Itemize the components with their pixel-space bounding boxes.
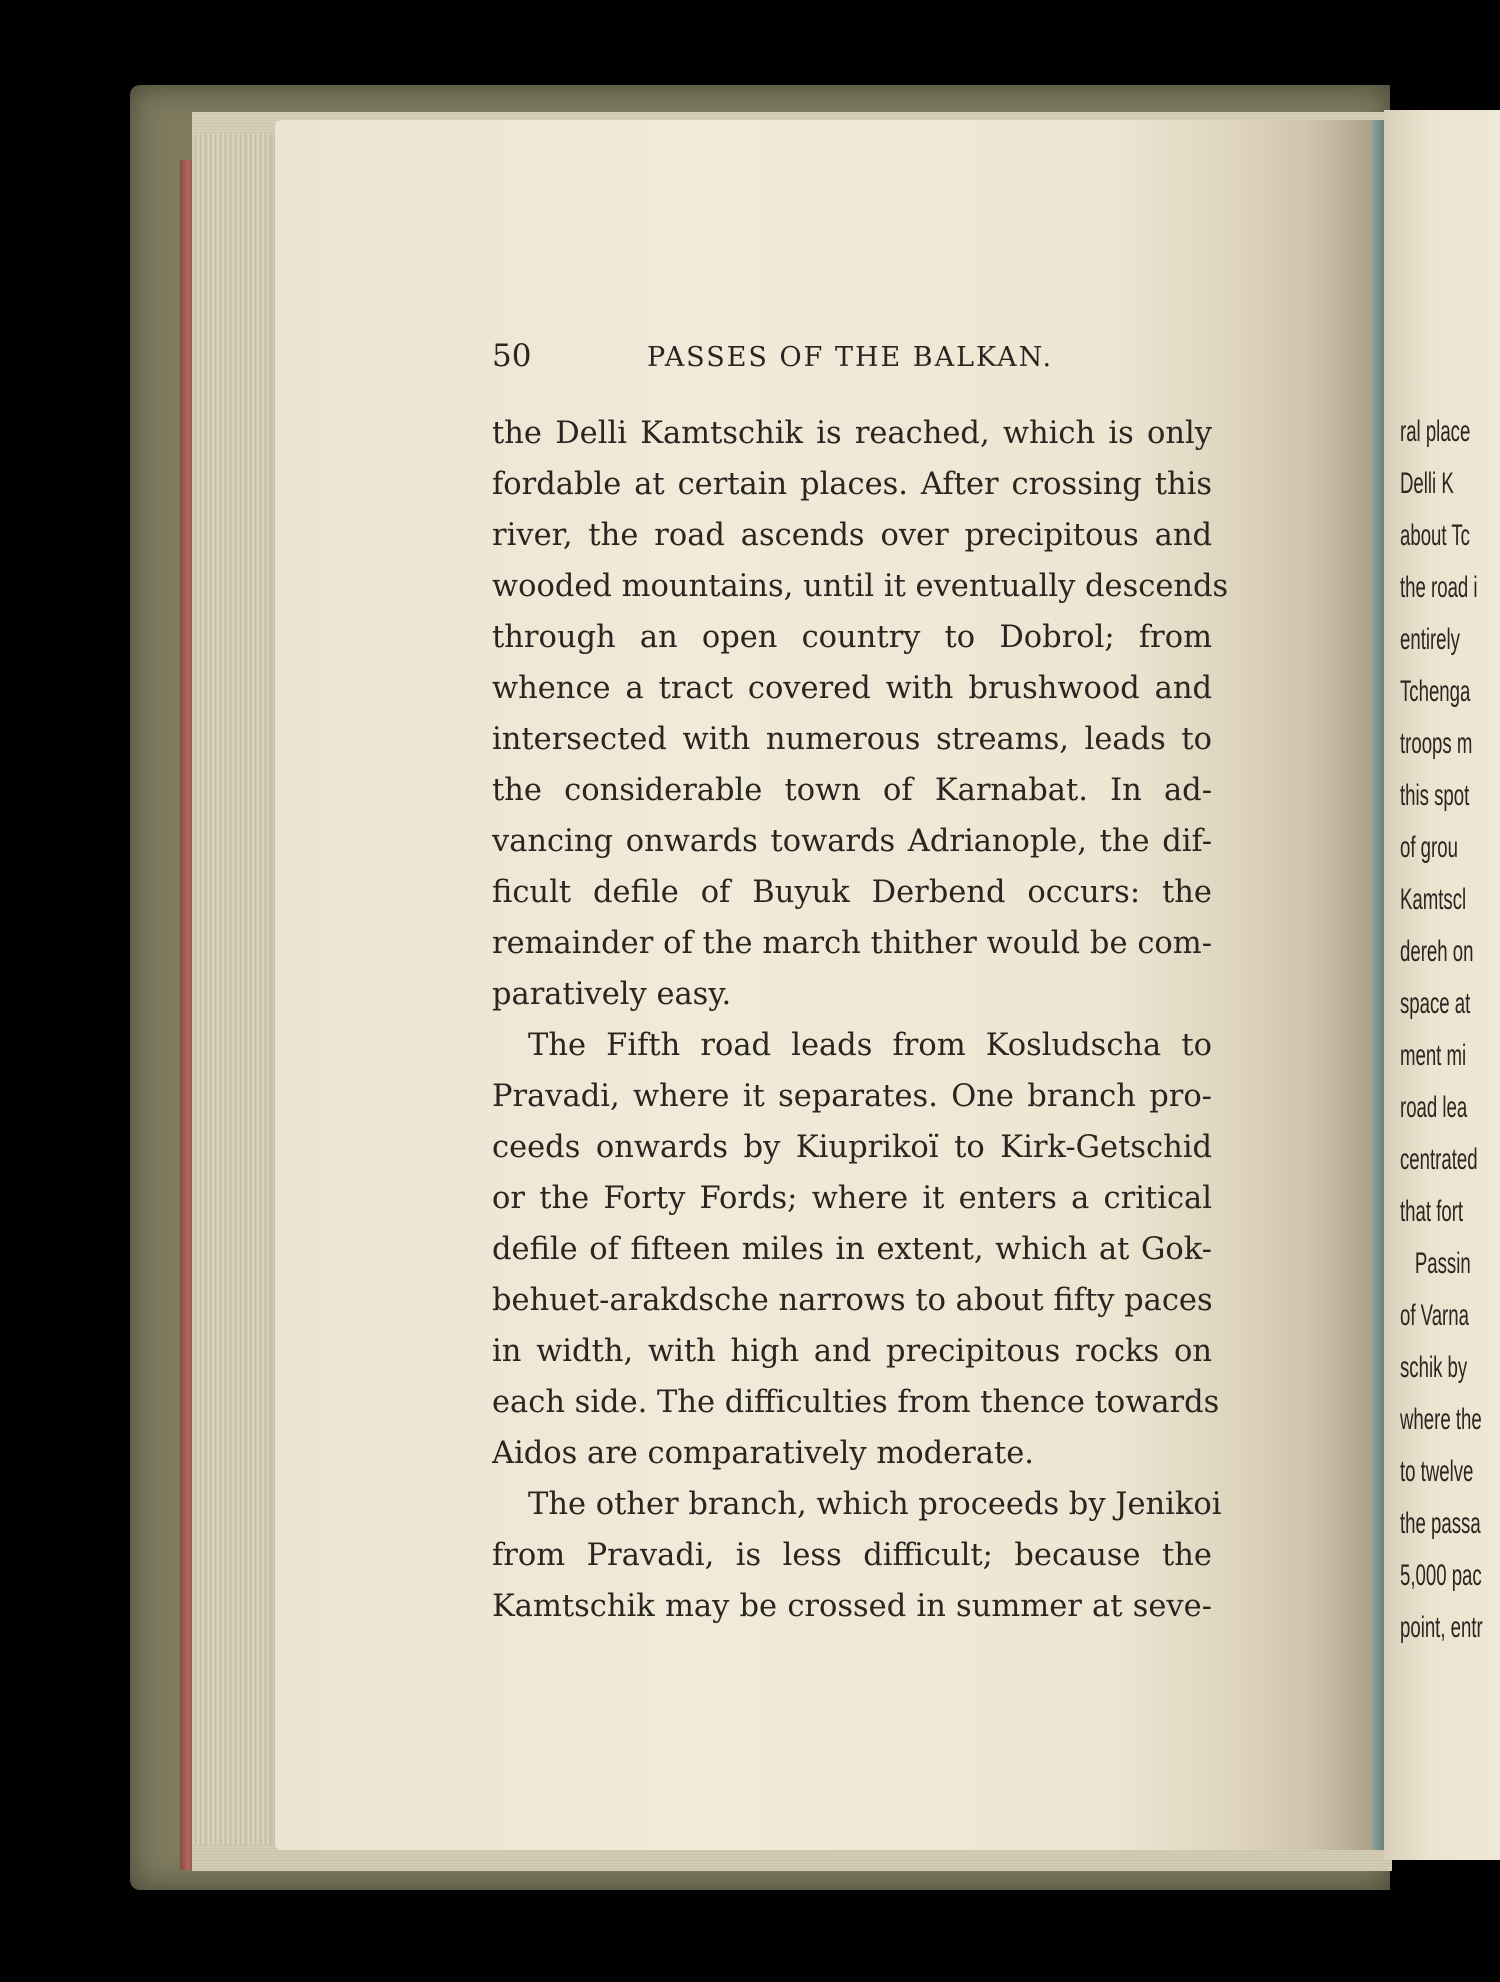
- text-line: of Varna: [1400, 1299, 1469, 1332]
- text-line: troops m: [1400, 727, 1473, 760]
- text-line: the Delli Kamtschik is reached, which is only: [492, 416, 1212, 451]
- running-head-title: PASSES OF THE BALKAN.: [647, 342, 1054, 373]
- text-line: ral place: [1400, 415, 1471, 448]
- text-line: each side. The difficulties from thence towards: [492, 1385, 1220, 1420]
- text-line: through an open country to Dobrol; from: [492, 620, 1212, 655]
- body-text: [492, 408, 1229, 1632]
- text-line: schik by: [1400, 1351, 1468, 1384]
- text-line: Pravadi, where it separates. One branch pro-: [492, 1079, 1212, 1114]
- page-edges-left: [192, 112, 282, 1870]
- text-line: fordable at certain places. After crossing this: [492, 467, 1212, 502]
- text-line: this spot: [1400, 779, 1470, 812]
- text-line: entirely: [1400, 623, 1460, 656]
- text-line: Delli K: [1400, 467, 1454, 500]
- spine-edge: [1372, 120, 1384, 1850]
- text-line: Passin: [1414, 1247, 1471, 1280]
- text-line: ment mi: [1400, 1039, 1467, 1072]
- text-line: remainder of the march thither would be com-: [492, 926, 1212, 961]
- text-line: where the: [1400, 1403, 1482, 1436]
- text-line: road lea: [1400, 1091, 1468, 1124]
- text-line: Kamtschik may be crossed in summer at seve-: [492, 1589, 1212, 1624]
- text-line: point, entr: [1400, 1611, 1483, 1644]
- text-line: wooded mountains, until it eventually descends: [492, 569, 1229, 604]
- text-line: defile of fifteen miles in extent, which at Gok-: [492, 1232, 1212, 1267]
- text-line: whence a tract covered with brushwood and: [492, 671, 1212, 706]
- text-line: ficult defile of Buyuk Derbend occurs: the: [492, 875, 1212, 910]
- text-line: to twelve: [1400, 1455, 1474, 1488]
- text-line: behuet-arakdsche narrows to about fifty paces: [492, 1283, 1213, 1318]
- text-line: Kamtscl: [1400, 883, 1467, 916]
- running-head: [492, 338, 1212, 374]
- text-line: the considerable town of Karnabat. In ad-: [492, 773, 1212, 808]
- text-line: the road i: [1400, 571, 1478, 604]
- text-line: intersected with numerous streams, leads to: [492, 722, 1212, 757]
- text-line: space at: [1400, 987, 1471, 1020]
- text-line: or the Forty Fords; where it enters a critical: [492, 1181, 1212, 1216]
- text-line: in width, with high and precipitous rocks on: [492, 1334, 1212, 1369]
- text-line: river, the road ascends over precipitous and: [492, 518, 1212, 553]
- text-line: paratively easy.: [492, 977, 732, 1012]
- text-line: Tchenga: [1400, 675, 1471, 708]
- text-line: dereh on: [1400, 935, 1474, 968]
- page-number: 50: [492, 338, 532, 374]
- text-line: about Tc: [1400, 519, 1470, 552]
- text-line: ceeds onwards by Kiuprikoï to Kirk-Getschid: [492, 1130, 1212, 1165]
- text-line: The other branch, which proceeds by Jenikoi: [528, 1487, 1222, 1522]
- text-line: of grou: [1400, 831, 1458, 864]
- text-line: the passa: [1400, 1507, 1481, 1540]
- book-gutter: [1300, 120, 1380, 1850]
- text-line: from Pravadi, is less difficult; because the: [492, 1538, 1212, 1573]
- text-line: Aidos are comparatively moderate.: [492, 1436, 1034, 1471]
- text-line: vancing onwards towards Adrianople, the dif-: [492, 824, 1212, 859]
- right-page: [1384, 110, 1500, 1860]
- text-line: 5,000 pac: [1400, 1559, 1482, 1592]
- text-line: The Fifth road leads from Kosludscha to: [528, 1028, 1212, 1063]
- text-line: centrated: [1400, 1143, 1478, 1176]
- right-page-text: [1400, 406, 1483, 1654]
- text-line: that fort: [1400, 1195, 1464, 1228]
